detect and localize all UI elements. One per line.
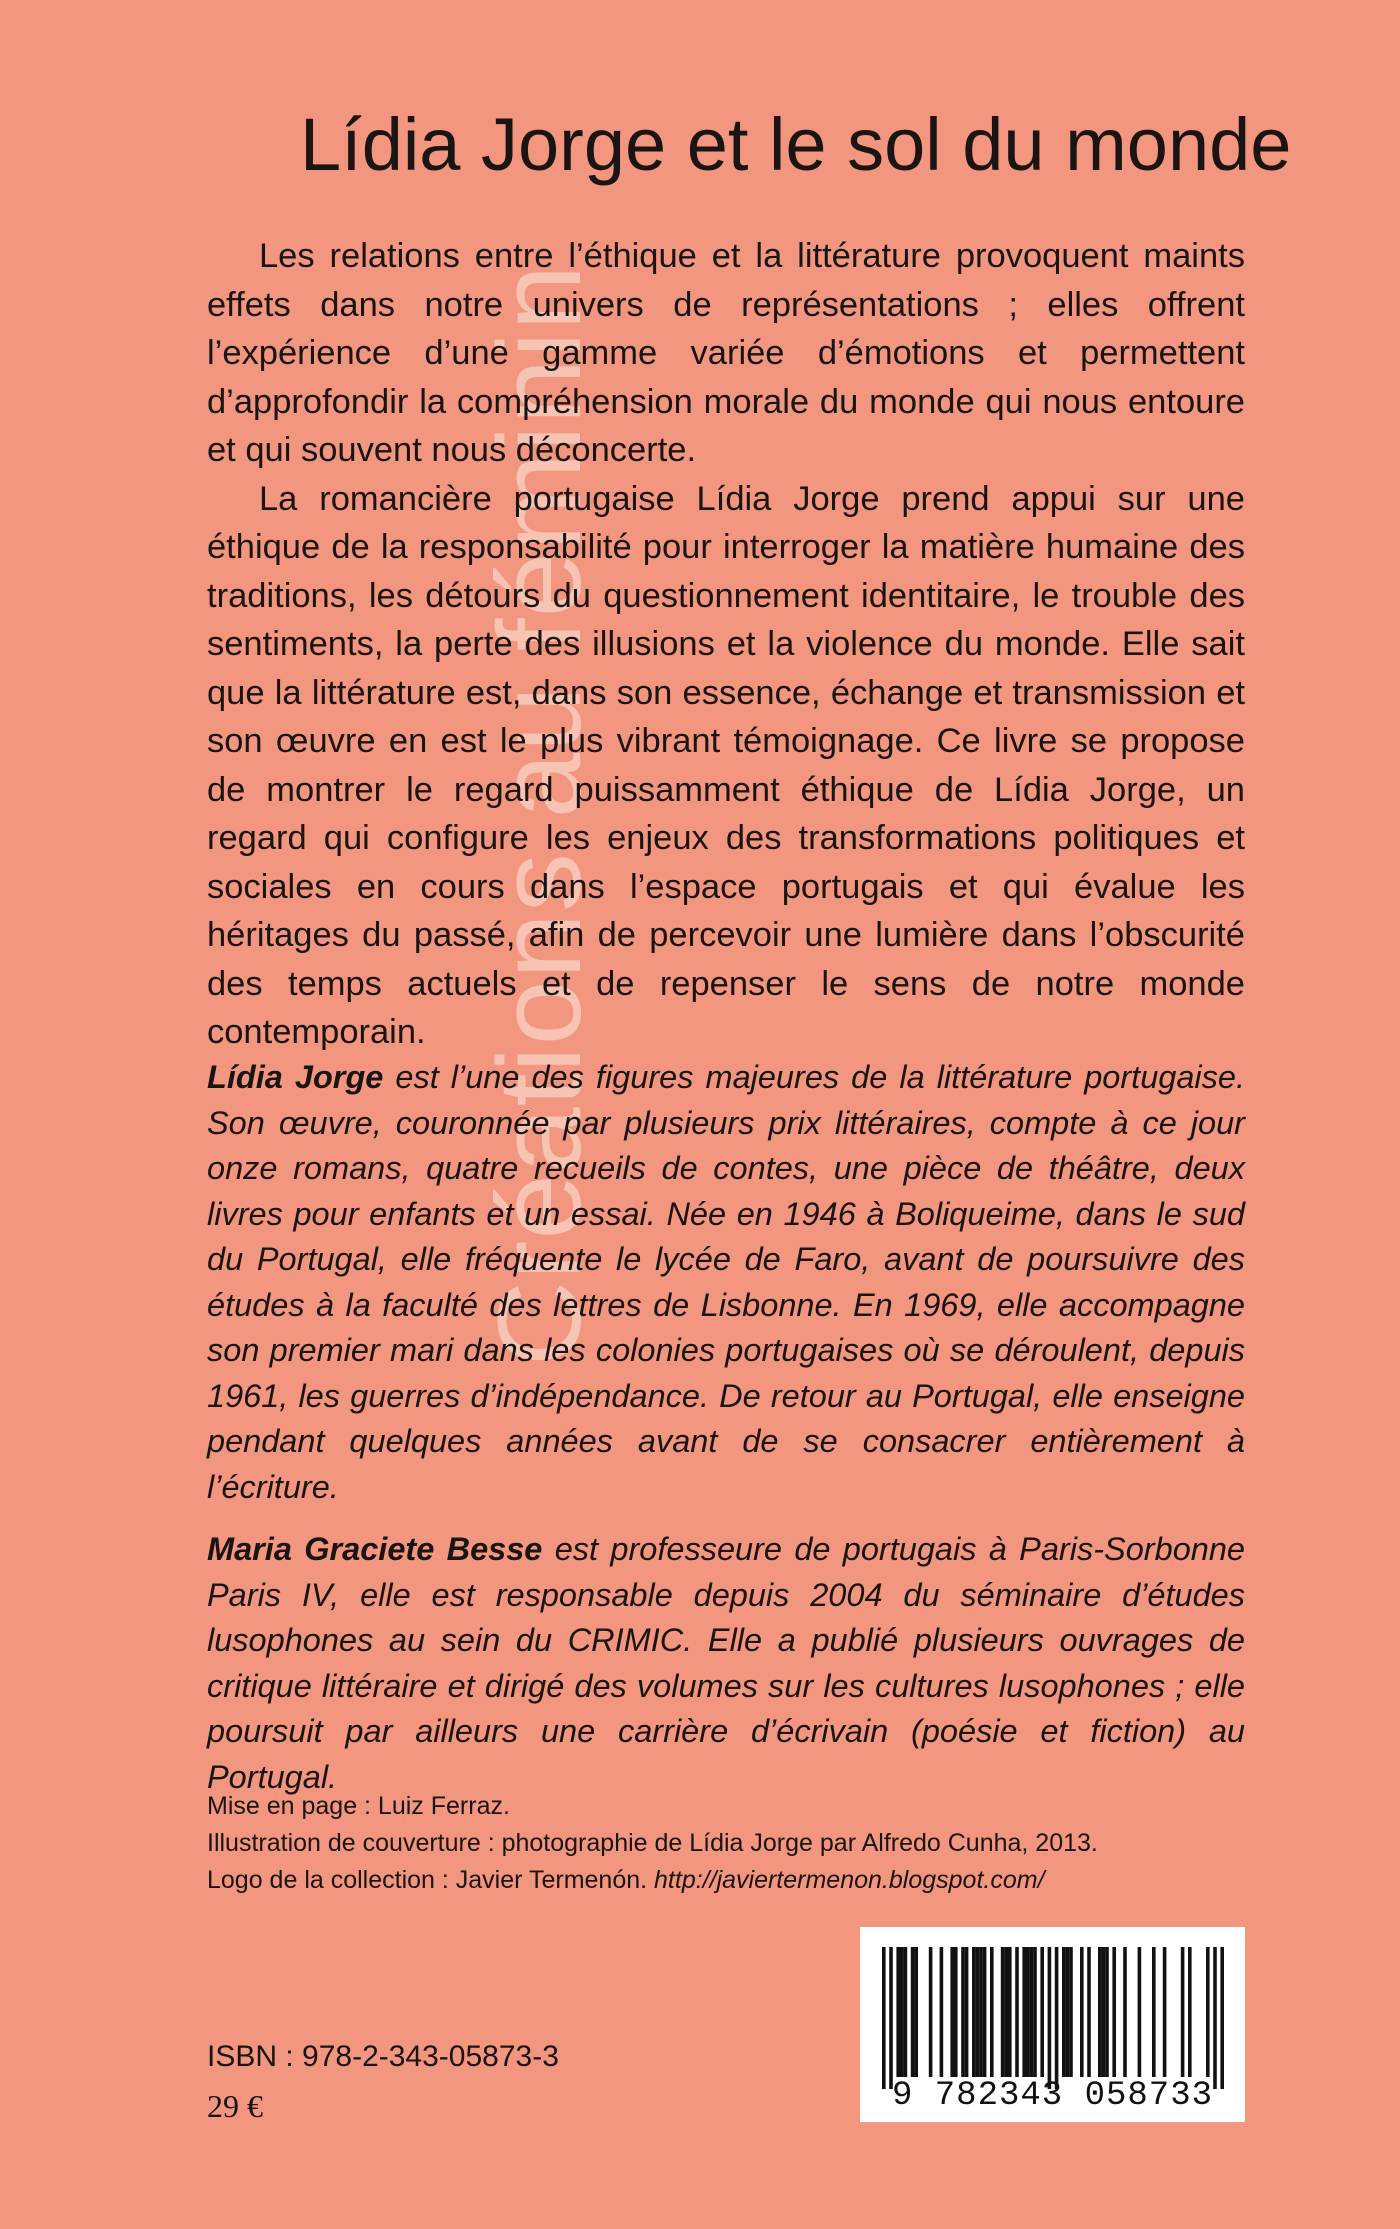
- barcode-bar: [1026, 1947, 1030, 2077]
- barcode-bar: [1069, 1947, 1073, 2077]
- barcode-bar: [1015, 1947, 1019, 2077]
- barcode-bar: [954, 1947, 958, 2077]
- barcode-bar: [882, 1947, 886, 2089]
- barcode-bar: [1206, 1947, 1210, 2077]
- barcode-bar: [904, 1947, 908, 2077]
- barcode-bar: [1022, 1947, 1026, 2077]
- credits: [207, 1788, 1245, 1899]
- summary-paragraph: Les relations entre l’éthique et la littérature provoquent maints effets dans notre univers de représentations ; elles offrent l’expérience d’une gamme variée d’émotions et permettent d’approfondir la compréhension morale du monde qui nous entoure et qui souvent nous déconcerte.: [207, 237, 1245, 469]
- barcode-bar: [889, 1947, 893, 2089]
- barcode-digits: 9 782343 058733: [891, 2077, 1214, 2115]
- barcode-bar: [1055, 1947, 1059, 2089]
- barcode-bar: [1087, 1947, 1091, 2077]
- barcode-bar: [940, 1947, 944, 2077]
- logo-credit: [207, 1862, 1245, 1899]
- barcode-bar: [929, 1947, 933, 2077]
- barcode-bar: [1008, 1947, 1012, 2077]
- barcode-bar: [1152, 1947, 1156, 2077]
- editor-bio: [207, 1527, 1245, 1800]
- collection-name: Créations au féminin: [474, 263, 606, 1367]
- layout-credit: Mise en page : Luiz Ferraz.: [207, 1792, 510, 1820]
- author-name: Lídia Jorge: [207, 1059, 384, 1095]
- book-title: Lídia Jorge et le sol du monde: [300, 103, 1292, 186]
- barcode: [860, 1927, 1245, 2122]
- logo-credit-url[interactable]: http://javiertermenon.blogspot.com/: [654, 1866, 1045, 1894]
- isbn: ISBN : 978-2-343-05873-3: [207, 2040, 559, 2073]
- barcode-bar: [1030, 1947, 1034, 2077]
- barcode-bar: [976, 1947, 980, 2077]
- barcode-bar: [1220, 1947, 1224, 2089]
- barcode-bar: [914, 1947, 918, 2077]
- barcode-bar: [1213, 1947, 1217, 2089]
- barcode-bar: [1163, 1947, 1167, 2077]
- barcode-bar: [1048, 1947, 1052, 2089]
- editor-name: Maria Graciete Besse: [207, 1531, 543, 1567]
- barcode-bar: [1102, 1947, 1106, 2077]
- barcode-bar: [1188, 1947, 1192, 2077]
- author-bio-text: est l’une des figures majeures de la littérature portugaise. Son œuvre, couronnée par plusieurs prix littéraires, compte à ce jour onze romans, quatre recueils de contes, une pièce de théâtre, deux livres pour enfants et un essai. Née en 1946 à Boliqueime, dans le sud du Portugal, elle fréquente le lycée de Faro, avant de poursuivre des études à la faculté des lettres de Lisbonne. En 1969, elle accompagne son premier mari dans les colonies portugaises où se déroulent, depuis 1961, les guerres d’indépendance. De retour au Portugal, elle enseigne pendant quelques années avant de se consacrer entièrement à l’écriture.: [207, 1059, 1245, 1505]
- barcode-bar: [1105, 1947, 1109, 2077]
- barcode-bar: [1080, 1947, 1084, 2077]
- barcode-bar: [1098, 1947, 1102, 2077]
- summary: [207, 232, 1245, 1057]
- illustration-credit: Illustration de couverture : photographie de Lídia Jorge par Alfredo Cunha, 2013.: [207, 1829, 1098, 1857]
- barcode-bar: [1001, 1947, 1005, 2077]
- barcode-bar: [1066, 1947, 1070, 2077]
- barcode-bar: [900, 1947, 904, 2077]
- barcode-bar: [990, 1947, 994, 2077]
- editor-bio-text: est professeure de portugais à Paris-Sorbonne Paris IV, elle est responsable depuis 2004 du séminaire d’études lusophones au sein du CRIMIC. Elle a publié plusieurs ouvrages de critique littéraire et dirigé des volumes sur les cultures lusophones ; elle poursuit par ailleurs une carrière d’écrivain (poésie et fiction) au Portugal.: [207, 1531, 1245, 1795]
- barcode-bar: [1181, 1947, 1185, 2077]
- barcode-bar: [1112, 1947, 1116, 2077]
- barcode-bar: [965, 1947, 969, 2077]
- barcode-bar: [961, 1947, 965, 2077]
- barcode-bar: [1123, 1947, 1127, 2077]
- barcode-bar: [896, 1947, 900, 2077]
- barcode-bar: [1062, 1947, 1066, 2077]
- barcode-bar: [1033, 1947, 1037, 2077]
- barcode-bar: [979, 1947, 983, 2077]
- author-bio: [207, 1055, 1245, 1510]
- barcode-bar: [1040, 1947, 1044, 2077]
- logo-credit-text: Logo de la collection : Javier Termenón.: [207, 1866, 655, 1894]
- barcode-bar: [1004, 1947, 1008, 2077]
- barcode-bar: [1138, 1947, 1142, 2077]
- summary-paragraph: La romancière portugaise Lídia Jorge prend appui sur une éthique de la responsabilité pour interroger la matière humaine des traditions, les détours du questionnement identitaire, le trouble des sentiments, la perte des illusions et la violence du monde. Elle sait que la littérature est, dans son essence, échange et transmission et son œuvre en est le plus vibrant témoignage. Ce livre se propose de montrer le regard puissamment éthique de Lídia Jorge, un regard qui configure les enjeux des transformations politiques et sociales en cours dans l’espace portugais et qui évalue les héritages du passé, afin de percevoir une lumière dans l’obscurité des temps actuels et de repenser le sens de notre monde contemporain.: [207, 479, 1245, 1051]
- barcode-bar: [972, 1947, 976, 2077]
- price: 29 €: [207, 2088, 263, 2124]
- barcode-bar: [983, 1947, 987, 2077]
- barcode-bar: [950, 1947, 954, 2077]
- barcode-bar: [911, 1947, 915, 2077]
